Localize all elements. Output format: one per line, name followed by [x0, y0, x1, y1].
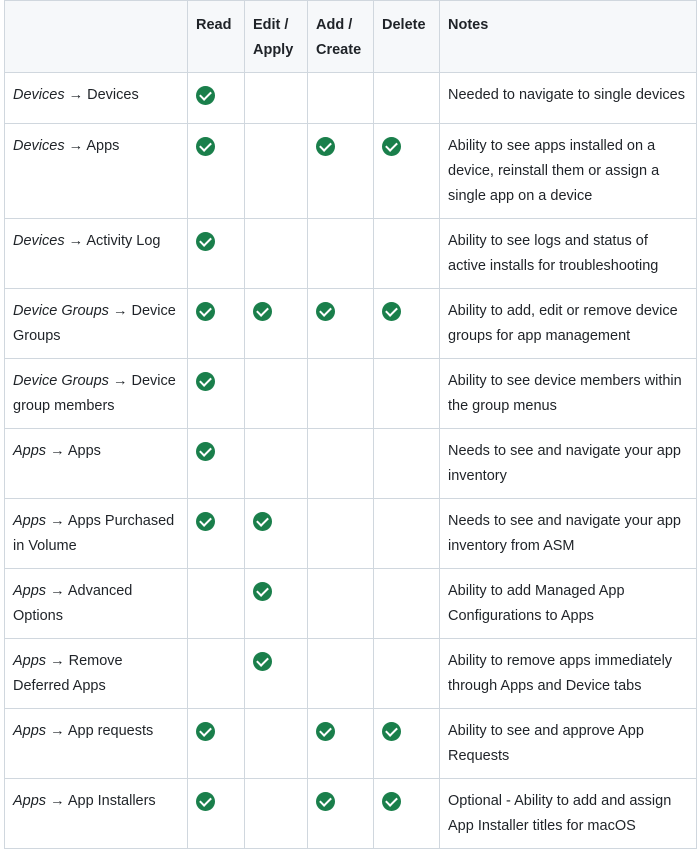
read-cell [188, 219, 245, 289]
read-cell [188, 639, 245, 709]
permission-area: Devices [13, 87, 65, 103]
permission-cell [5, 73, 188, 124]
table-row [5, 124, 697, 219]
arrow-separator: → [68, 138, 84, 154]
table-row [5, 289, 697, 359]
notes-cell: Needed to navigate to single devices [440, 73, 697, 124]
add-cell [308, 359, 374, 429]
read-cell [188, 124, 245, 219]
read-cell [188, 779, 245, 849]
permission-item: Remove Deferred Apps [13, 653, 123, 694]
check-circle-icon [196, 137, 215, 156]
check-circle-icon [316, 137, 335, 156]
permission-cell [5, 219, 188, 289]
delete-cell [374, 219, 440, 289]
add-cell [308, 639, 374, 709]
permission-cell [5, 359, 188, 429]
notes-cell: Optional - Ability to add and assign App Installer titles for macOS [440, 779, 697, 849]
delete-cell [374, 124, 440, 219]
permission-area: Apps [13, 723, 47, 739]
permission-item: Apps [67, 443, 101, 459]
delete-cell [374, 359, 440, 429]
check-circle-icon [196, 512, 215, 531]
add-cell [308, 219, 374, 289]
edit-cell [245, 639, 308, 709]
permission-area: Devices [13, 138, 65, 154]
header-row [5, 1, 697, 73]
arrow-separator: → [50, 583, 65, 599]
read-cell [188, 499, 245, 569]
arrow-separator: → [50, 443, 65, 459]
arrow-separator: → [112, 373, 128, 389]
permission-item: App Installers [67, 793, 156, 809]
permission-area: Apps [13, 793, 47, 809]
notes-cell: Ability to add, edit or remove device groups for app management [440, 289, 697, 359]
permission-area: Device Groups [13, 373, 109, 389]
notes-cell: Needs to see and navigate your app inventory from ASM [440, 499, 697, 569]
header-edit-apply: Edit / Apply [245, 1, 308, 73]
permission-item: Apps Purchased in Volume [13, 513, 175, 554]
check-circle-icon [196, 372, 215, 391]
add-cell [308, 709, 374, 779]
permission-cell [5, 779, 188, 849]
check-circle-icon [196, 232, 215, 251]
table-row [5, 359, 697, 429]
check-circle-icon [382, 722, 401, 741]
check-circle-icon [196, 302, 215, 321]
check-circle-icon [196, 86, 215, 105]
arrow-separator: → [68, 87, 84, 103]
read-cell [188, 709, 245, 779]
permission-area: Apps [13, 443, 47, 459]
add-cell [308, 779, 374, 849]
header-delete: Delete [374, 1, 440, 73]
permission-cell [5, 569, 188, 639]
read-cell [188, 569, 245, 639]
table-row [5, 499, 697, 569]
add-cell [308, 429, 374, 499]
add-cell [308, 73, 374, 124]
arrow-separator: → [112, 303, 128, 319]
arrow-separator: → [68, 233, 84, 249]
permission-area: Apps [13, 653, 47, 669]
notes-cell: Ability to remove apps immediately through Apps and Device tabs [440, 639, 697, 709]
delete-cell [374, 569, 440, 639]
add-cell [308, 499, 374, 569]
edit-cell [245, 709, 308, 779]
edit-cell [245, 569, 308, 639]
permission-cell [5, 429, 188, 499]
delete-cell [374, 639, 440, 709]
permission-area: Apps [13, 583, 47, 599]
check-circle-icon [382, 792, 401, 811]
arrow-separator: → [50, 653, 65, 669]
permission-cell [5, 709, 188, 779]
read-cell [188, 73, 245, 124]
add-cell [308, 569, 374, 639]
edit-cell [245, 499, 308, 569]
check-circle-icon [196, 442, 215, 461]
permission-cell [5, 639, 188, 709]
arrow-separator: → [50, 793, 65, 809]
notes-cell: Needs to see and navigate your app inventory [440, 429, 697, 499]
header-read: Read [188, 1, 245, 73]
delete-cell [374, 429, 440, 499]
permission-item: Apps [86, 138, 120, 154]
read-cell [188, 289, 245, 359]
add-cell [308, 124, 374, 219]
permission-cell [5, 289, 188, 359]
edit-cell [245, 429, 308, 499]
notes-cell: Ability to see and approve App Requests [440, 709, 697, 779]
permission-cell [5, 124, 188, 219]
table-row [5, 73, 697, 124]
permissions-table [4, 0, 697, 849]
header-add-create: Add / Create [308, 1, 374, 73]
check-circle-icon [316, 302, 335, 321]
table-row [5, 569, 697, 639]
check-circle-icon [316, 722, 335, 741]
check-circle-icon [196, 722, 215, 741]
edit-cell [245, 289, 308, 359]
permission-item: Device group members [13, 373, 176, 414]
permission-item: Devices [87, 87, 139, 103]
check-circle-icon [382, 302, 401, 321]
permission-area: Device Groups [13, 303, 109, 319]
table-row [5, 639, 697, 709]
table-row [5, 219, 697, 289]
edit-cell [245, 73, 308, 124]
table-row [5, 429, 697, 499]
delete-cell [374, 289, 440, 359]
check-circle-icon [253, 302, 272, 321]
permission-area: Devices [13, 233, 65, 249]
arrow-separator: → [50, 513, 65, 529]
check-circle-icon [253, 512, 272, 531]
delete-cell [374, 709, 440, 779]
check-circle-icon [316, 792, 335, 811]
table-row [5, 779, 697, 849]
permission-cell [5, 499, 188, 569]
header-permission [5, 1, 188, 73]
edit-cell [245, 779, 308, 849]
edit-cell [245, 359, 308, 429]
check-circle-icon [253, 652, 272, 671]
delete-cell [374, 779, 440, 849]
read-cell [188, 359, 245, 429]
check-circle-icon [196, 792, 215, 811]
edit-cell [245, 124, 308, 219]
notes-cell: Ability to add Managed App Configurations to Apps [440, 569, 697, 639]
delete-cell [374, 73, 440, 124]
table-row [5, 709, 697, 779]
check-circle-icon [382, 137, 401, 156]
permission-item: Advanced Options [13, 583, 133, 624]
arrow-separator: → [50, 723, 65, 739]
add-cell [308, 289, 374, 359]
notes-cell: Ability to see device members within the group menus [440, 359, 697, 429]
delete-cell [374, 499, 440, 569]
read-cell [188, 429, 245, 499]
header-notes: Notes [440, 1, 697, 73]
edit-cell [245, 219, 308, 289]
permission-item: Device Groups [13, 303, 176, 344]
permission-area: Apps [13, 513, 47, 529]
notes-cell: Ability to see logs and status of active installs for troubleshooting [440, 219, 697, 289]
notes-cell: Ability to see apps installed on a device, reinstall them or assign a single app on a device [440, 124, 697, 219]
check-circle-icon [253, 582, 272, 601]
permission-item: App requests [67, 723, 154, 739]
permission-item: Activity Log [86, 233, 161, 249]
